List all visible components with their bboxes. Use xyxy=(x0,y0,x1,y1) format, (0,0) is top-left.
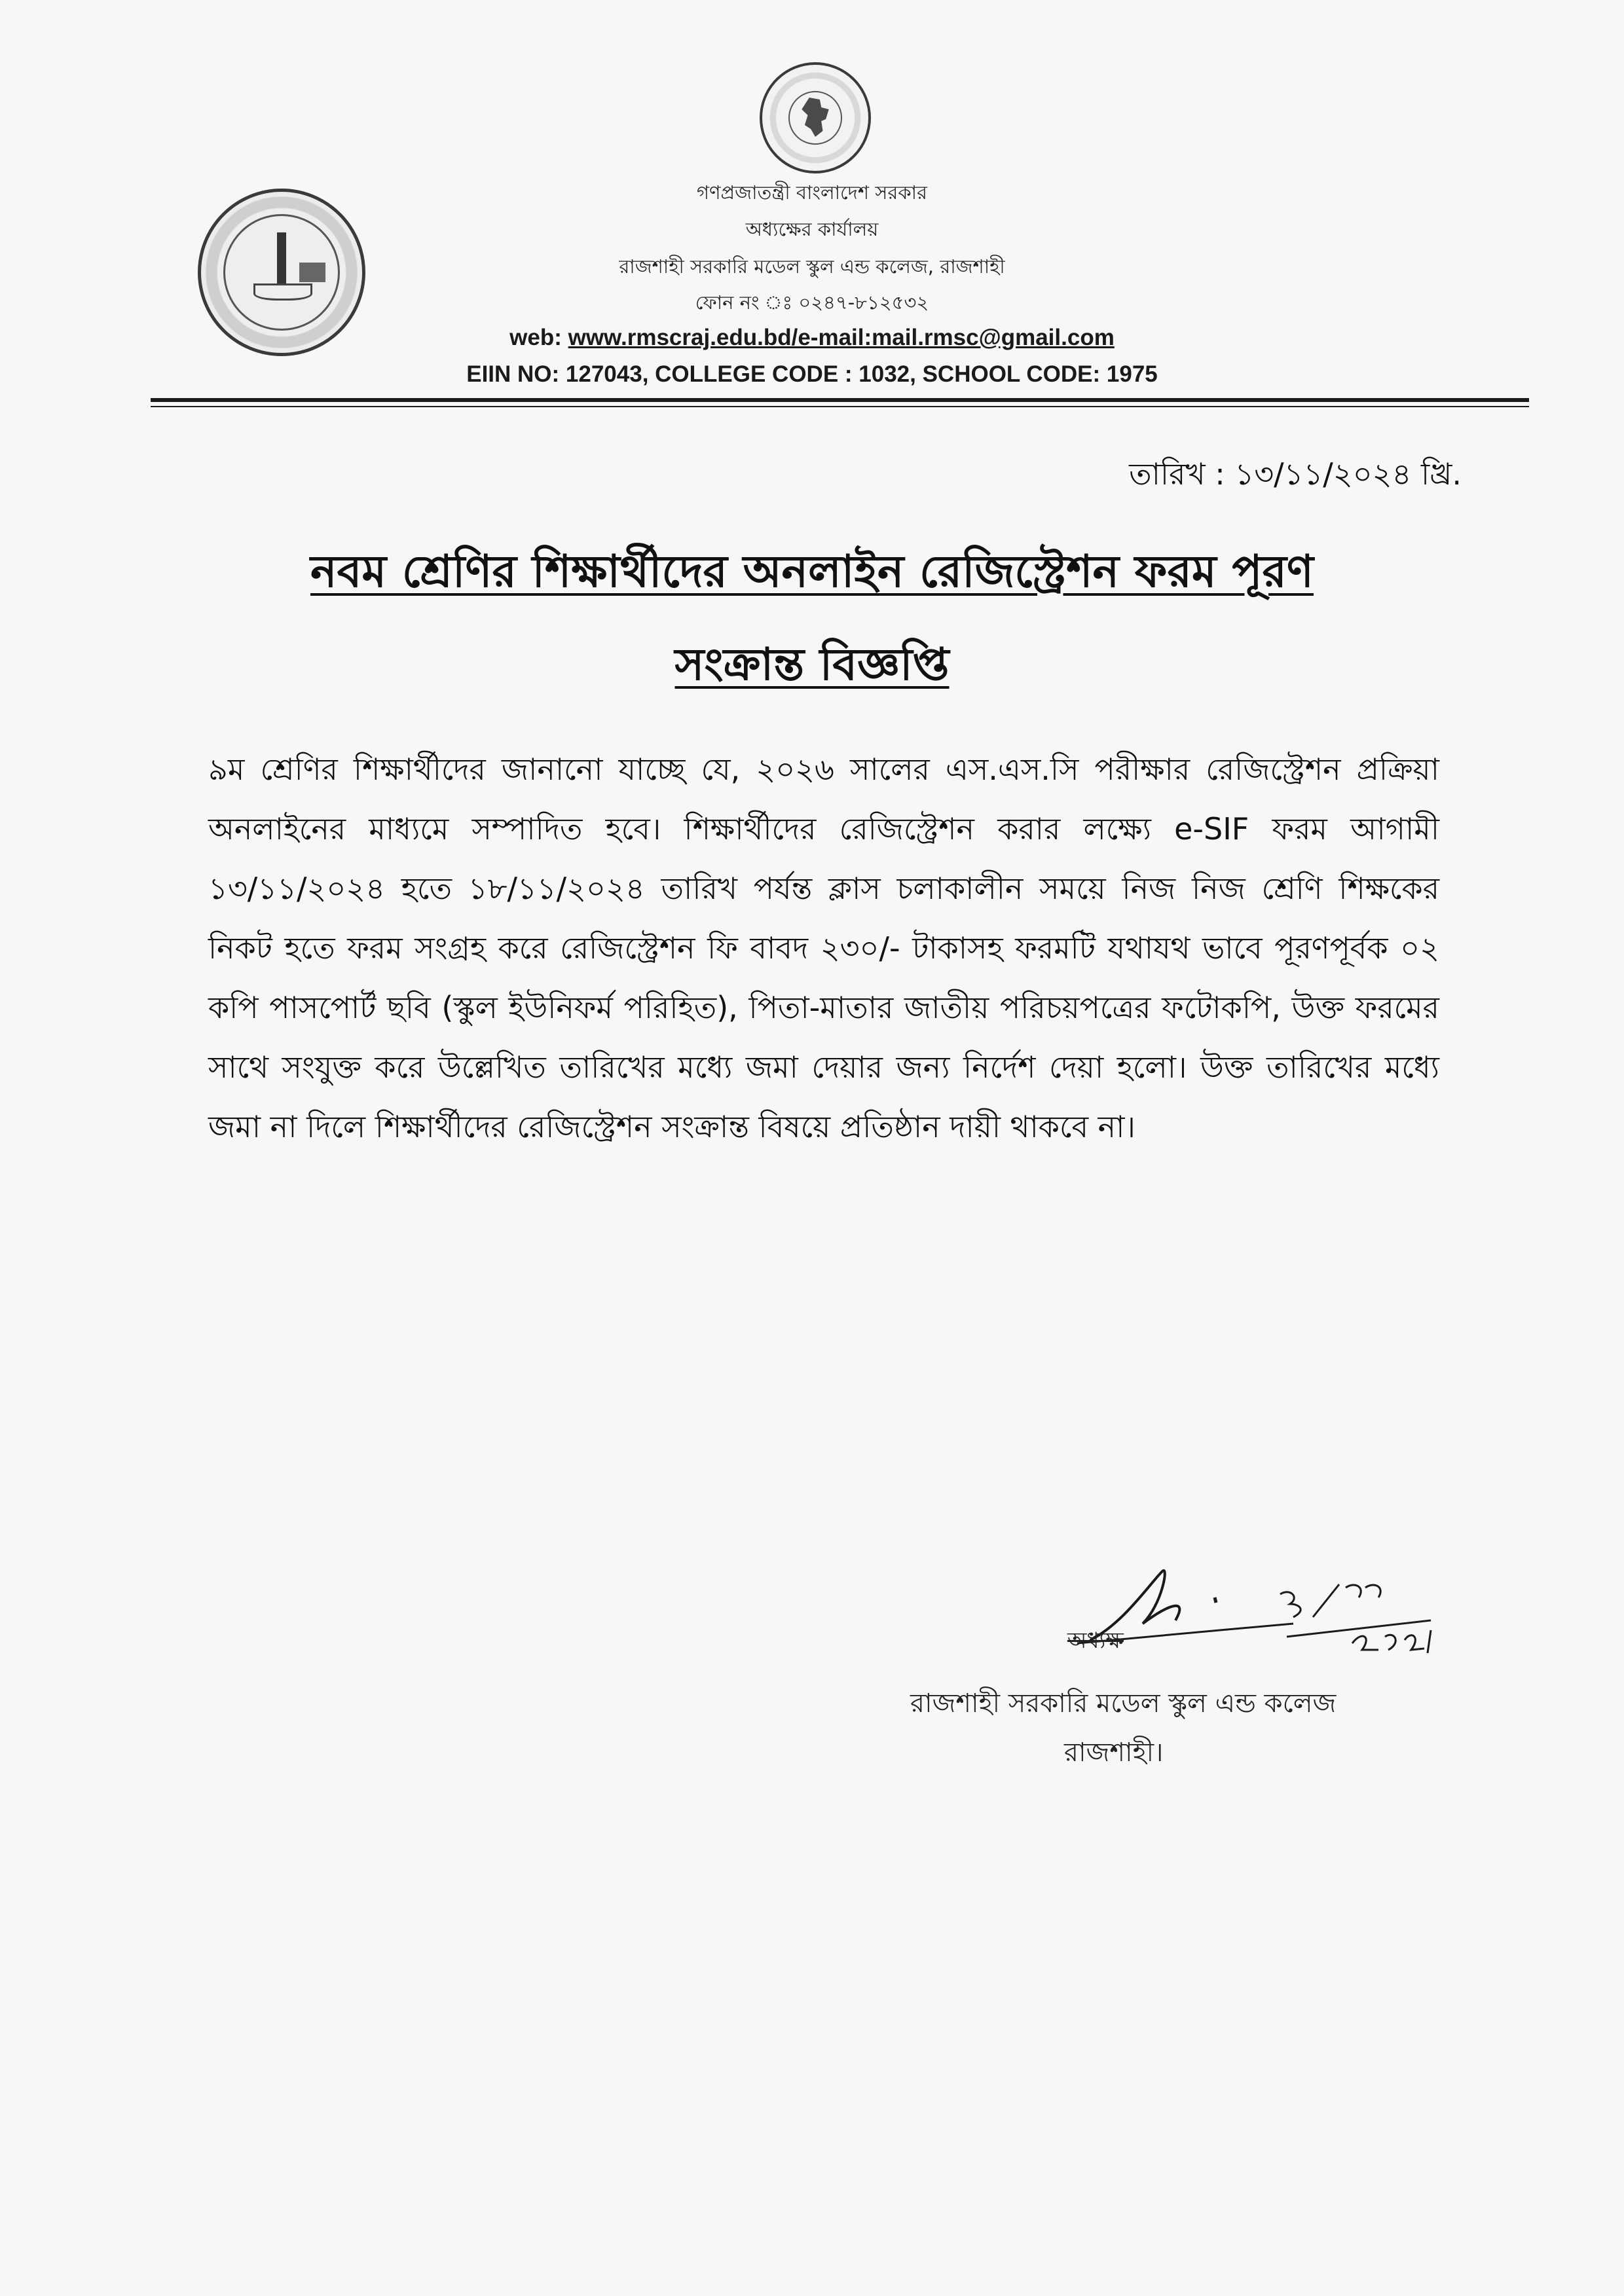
letterhead-institution: রাজশাহী সরকারি মডেল স্কুল এন্ড কলেজ, রাজশাহী xyxy=(619,255,1005,278)
notice-title-line2: সংক্রান্ত বিজ্ঞপ্তি xyxy=(674,639,950,691)
letterhead-phone: ফোন নং ঃ ০২৪৭-৮১২৫৩২ xyxy=(695,291,929,314)
letterhead-govt: গণপ্রজাতন্ত্রী বাংলাদেশ সরকার xyxy=(696,181,928,204)
signature-role: অধ্যক্ষ xyxy=(1067,1628,1124,1654)
web-link[interactable]: www.rmscraj.edu.bd/e-mail:mail.rmsc@gmail.com xyxy=(568,325,1115,350)
web-prefix: web: xyxy=(509,325,568,350)
notice-title-line1: নবম শ্রেণির শিক্ষার্থীদের অনলাইন রেজিস্ট্রেশন ফরম পূরণ xyxy=(310,546,1314,598)
notice-body: ৯ম শ্রেণির শিক্ষার্থীদের জানানো যাচ্ছে যে, ২০২৬ সালের এস.এস.সি পরীক্ষার রেজিস্ট্রেশন প্রক্রিয়া অনলাইনের মাধ্যমে সম্পাদিত হবে। শিক্ষার্থীদের রেজিস্ট্রেশন করার লক্ষ্যে e-SIF ফরম আগামী ১৩/১১/২০২৪ হতে ১৮/১১/২০২৪ তারিখ পর্যন্ত ক্লাস চলাকালীন সময়ে নিজ নিজ শ্রেণি শিক্ষকের নিকট হতে ফরম সংগ্রহ করে রেজিস্ট্রেশন ফি বাবদ ২৩০/- টাকাসহ ফরমটি যথাযথ ভাবে পূরণপূর্বক ০২ কপি পাসপোর্ট ছবি (স্কুল ইউনিফর্ম পরিহিত), পিতা-মাতার জাতীয় পরিচয়পত্রের ফটোকপি, উক্ত ফরমের সাথে সংযুক্ত করে উল্লেখিত তারিখের মধ্যে জমা দেয়ার জন্য নির্দেশ দেয়া হলো। উক্ত তারিখের মধ্যে জমা না দিলে শিক্ষার্থীদের রেজিস্ট্রেশন সংক্রান্ত বিষয়ে প্রতিষ্ঠান দায়ী থাকবে না। xyxy=(208,752,1439,1144)
signature-institution: রাজশাহী সরকারি মডেল স্কুল এন্ড কলেজ xyxy=(910,1688,1337,1719)
government-seal-icon xyxy=(760,62,871,173)
notice-date: তারিখ : ১৩/১১/২০২৪ খ্রি. xyxy=(1129,456,1462,492)
letterhead-web xyxy=(0,325,1624,351)
letterhead-divider-thin xyxy=(151,406,1529,407)
signature-city: রাজশাহী। xyxy=(1064,1738,1164,1768)
letterhead-divider xyxy=(151,398,1529,402)
letterhead-codes: EIIN NO: 127043, COLLEGE CODE : 1032, SCHOOL CODE: 1975 xyxy=(466,361,1158,387)
letterhead-office: অধ্যক্ষের কার্যালয় xyxy=(745,218,879,240)
